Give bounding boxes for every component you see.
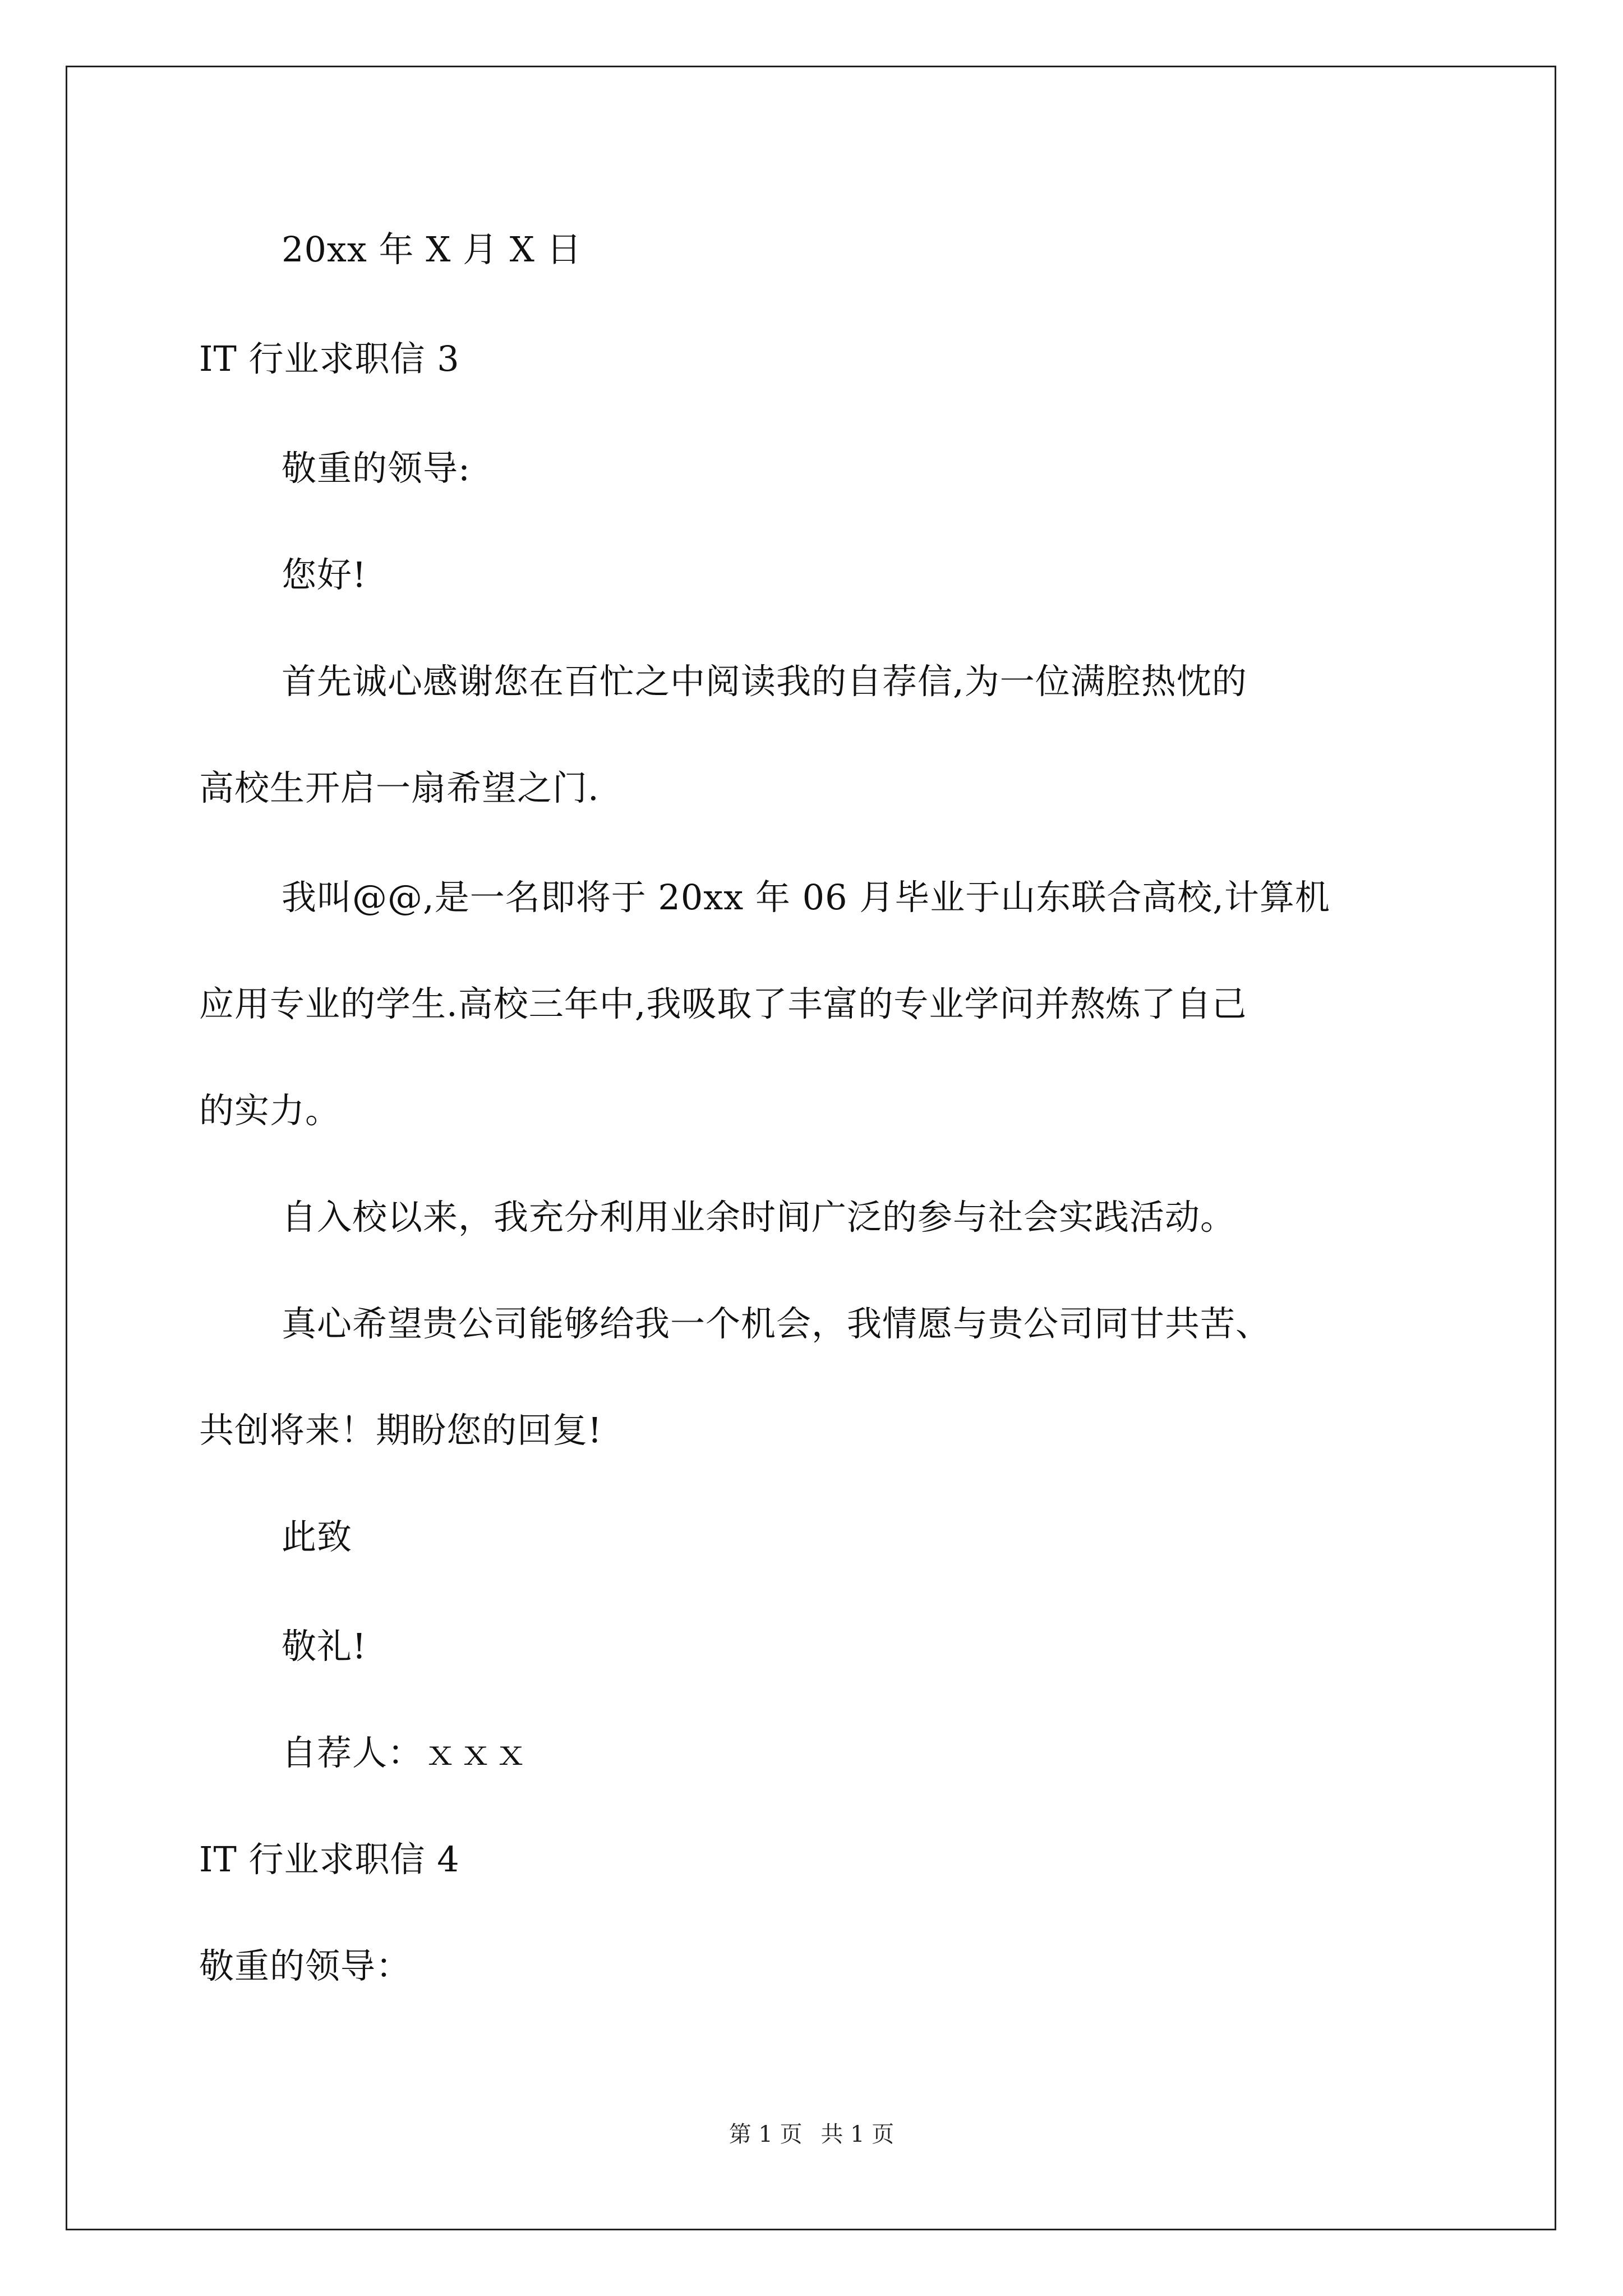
section-heading-3: IT 行业求职信 3 [199, 338, 460, 379]
closing-line: 此致 [282, 1516, 353, 1557]
page-total: 共 1 页 [820, 2122, 895, 2147]
page-border [66, 66, 1556, 2230]
signature-line: 自荐人：ｘｘｘ [282, 1732, 529, 1773]
greeting: 您好! [282, 554, 367, 595]
paragraph-line: 真心希望贵公司能够给我一个机会，我情愿与贵公司同甘共苦、 [282, 1303, 1271, 1344]
paragraph-line: 应用专业的学生.高校三年中,我吸取了丰富的专业学问并熬炼了自己 [199, 983, 1247, 1024]
paragraph-line: 自入校以来，我充分利用业余时间广泛的参与社会实践活动。 [282, 1197, 1236, 1237]
page-number: 第 1 页 [728, 2122, 803, 2147]
closing-regards: 敬礼! [282, 1626, 367, 1667]
paragraph-line: 首先诚心感谢您在百忙之中阅读我的自荐信,为一位满腔热忱的 [282, 661, 1247, 702]
paragraph-line: 高校生开启一扇希望之门. [199, 767, 600, 808]
section-heading-4: IT 行业求职信 4 [199, 1839, 460, 1880]
salutation: 敬重的领导： [199, 1945, 412, 1986]
date-line: 20xx 年 X 月 X 日 [282, 229, 582, 270]
paragraph-line: 我叫@@,是一名即将于 20xx 年 06 月毕业于山东联合高校,计算机 [282, 877, 1330, 918]
page-footer [0, 2120, 1623, 2148]
paragraph-line: 共创将来！期盼您的回复! [199, 1410, 602, 1451]
paragraph-line: 的实力。 [199, 1090, 341, 1131]
salutation: 敬重的领导: [282, 448, 471, 489]
